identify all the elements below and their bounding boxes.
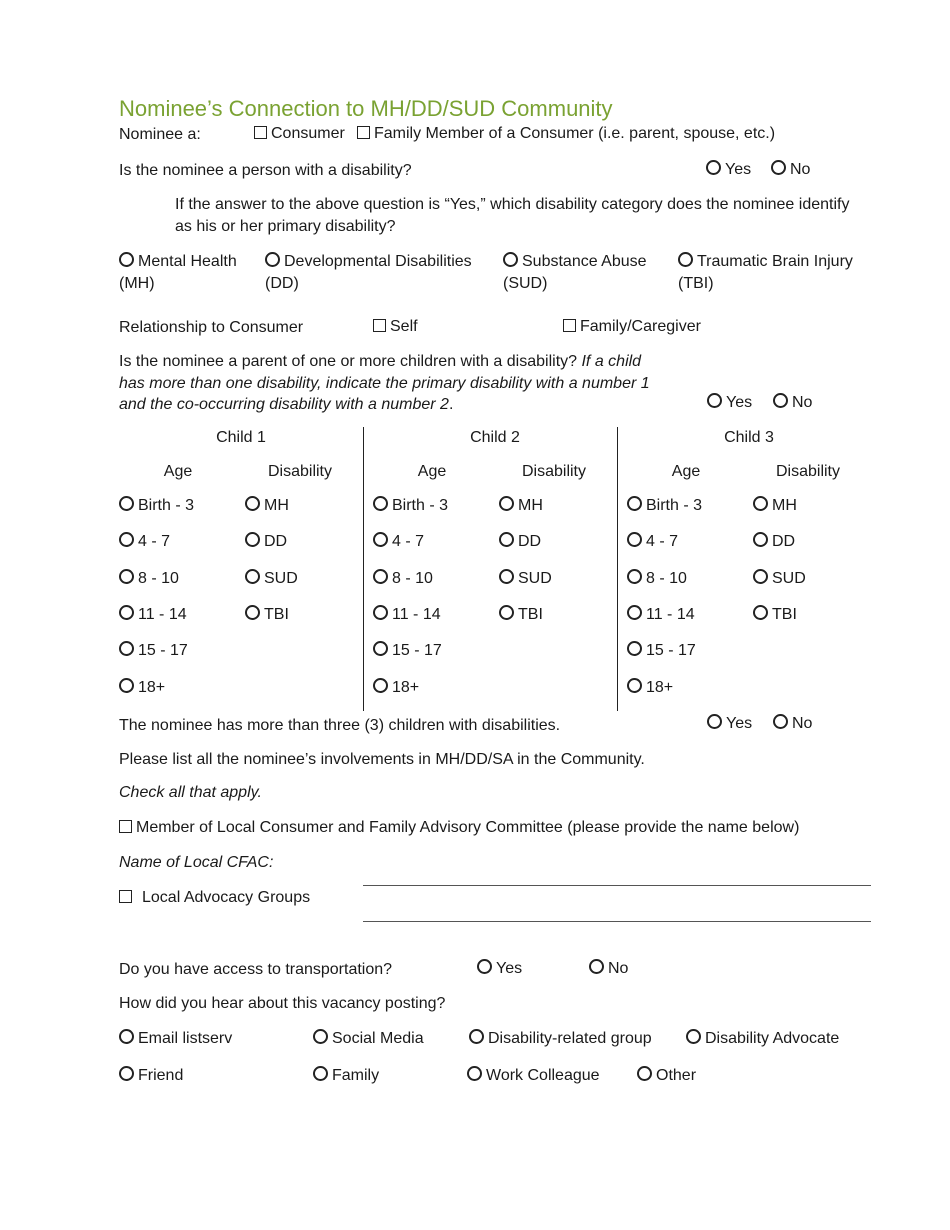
radio-icon[interactable] xyxy=(499,605,514,620)
radio-icon[interactable] xyxy=(707,393,722,408)
disability-option[interactable]: SUD xyxy=(499,568,552,590)
age-header: Age xyxy=(671,463,701,480)
relationship-self-option[interactable]: Self xyxy=(373,316,418,338)
radio-icon[interactable] xyxy=(753,496,768,511)
nominee-a-label: Nominee a: xyxy=(119,126,201,143)
advocacy-groups-input-line[interactable] xyxy=(363,921,871,922)
relationship-family-option[interactable]: Family/Caregiver xyxy=(563,316,701,338)
radio-icon[interactable] xyxy=(313,1066,328,1081)
involvement-question: Please list all the nominee’s involvements in MH/DD/SA in the Community. xyxy=(119,751,645,768)
radio-icon[interactable] xyxy=(373,678,388,693)
hear-option[interactable]: Work Colleague xyxy=(467,1065,600,1087)
radio-icon[interactable] xyxy=(373,641,388,656)
cfac-name-input-line[interactable] xyxy=(363,885,871,886)
category-question: If the answer to the above question is “Yes,” which disability category does the nominee identify as his or her primary disability? xyxy=(175,196,850,235)
radio-icon[interactable] xyxy=(313,1029,328,1044)
hear-option[interactable]: Email listserv xyxy=(119,1028,232,1050)
disability-option[interactable]: TBI xyxy=(499,604,543,626)
disability-option[interactable]: DD xyxy=(753,531,795,553)
age-option[interactable]: 15 - 17 xyxy=(373,640,442,662)
radio-icon[interactable] xyxy=(373,532,388,547)
disability-option[interactable]: MH xyxy=(499,495,543,517)
radio-icon[interactable] xyxy=(589,959,604,974)
family-caregiver-checkbox[interactable] xyxy=(563,319,576,332)
self-checkbox[interactable] xyxy=(373,319,386,332)
hear-option[interactable]: Disability Advocate xyxy=(686,1028,839,1050)
age-header: Age xyxy=(163,463,193,480)
radio-icon[interactable] xyxy=(499,569,514,584)
disability-header: Disability xyxy=(775,463,840,480)
radio-icon[interactable] xyxy=(119,678,134,693)
parent-yes-option[interactable]: Yes xyxy=(707,392,752,414)
radio-icon[interactable] xyxy=(499,532,514,547)
radio-icon[interactable] xyxy=(373,605,388,620)
family-member-checkbox[interactable] xyxy=(357,126,370,139)
parent-no-option[interactable]: No xyxy=(773,392,812,414)
more-children-question: The nominee has more than three (3) children with disabilities. xyxy=(119,717,561,734)
nominee-family-option[interactable]: Family Member of a Consumer (i.e. parent, spouse, etc.) xyxy=(357,123,775,145)
radio-icon[interactable] xyxy=(119,641,134,656)
radio-icon[interactable] xyxy=(686,1029,701,1044)
radio-icon[interactable] xyxy=(119,252,134,267)
cfac-name-label: Name of Local CFAC: xyxy=(119,854,274,871)
radio-icon[interactable] xyxy=(678,252,693,267)
radio-icon[interactable] xyxy=(773,393,788,408)
age-option[interactable]: 8 - 10 xyxy=(119,568,179,590)
cfac-member-checkbox[interactable] xyxy=(119,820,132,833)
age-option[interactable]: 15 - 17 xyxy=(627,640,696,662)
age-option[interactable]: 4 - 7 xyxy=(627,531,678,553)
radio-icon[interactable] xyxy=(637,1066,652,1081)
disability-option[interactable]: MH xyxy=(753,495,797,517)
relationship-label: Relationship to Consumer xyxy=(119,319,304,336)
radio-icon[interactable] xyxy=(245,569,260,584)
radio-icon[interactable] xyxy=(627,496,642,511)
parent-question-line3: and the co-occurring disability with a number 2. xyxy=(119,396,454,413)
radio-icon[interactable] xyxy=(627,641,642,656)
cfac-member-option[interactable]: Member of Local Consumer and Family Advisory Committee (please provide the name below) xyxy=(119,817,799,839)
parent-question-line2: has more than one disability, indicate the primary disability with a number 1 xyxy=(119,375,650,392)
radio-icon[interactable] xyxy=(119,1066,134,1081)
parent-question-line1: Is the nominee a parent of one or more children with a disability? If a child xyxy=(119,353,642,370)
disability-header: Disability xyxy=(521,463,586,480)
consumer-checkbox[interactable] xyxy=(254,126,267,139)
radio-icon[interactable] xyxy=(119,496,134,511)
category-tbi[interactable]: Traumatic Brain Injury (TBI) xyxy=(678,253,853,292)
hear-option[interactable]: Other xyxy=(637,1065,696,1087)
hear-option[interactable]: Family xyxy=(313,1065,379,1087)
radio-icon[interactable] xyxy=(773,714,788,729)
radio-icon[interactable] xyxy=(707,714,722,729)
more-children-no-option[interactable]: No xyxy=(773,713,812,735)
age-option[interactable]: 11 - 14 xyxy=(373,604,441,626)
age-option[interactable]: 11 - 14 xyxy=(627,604,695,626)
hear-option[interactable]: Social Media xyxy=(313,1028,424,1050)
nominee-consumer-option[interactable]: Consumer xyxy=(254,123,345,145)
age-option[interactable]: 4 - 7 xyxy=(373,531,424,553)
more-children-yes-option[interactable]: Yes xyxy=(707,713,752,735)
child-header: Child 2 xyxy=(470,429,520,446)
radio-icon[interactable] xyxy=(627,569,642,584)
age-option[interactable]: 11 - 14 xyxy=(119,604,187,626)
radio-icon[interactable] xyxy=(477,959,492,974)
radio-icon[interactable] xyxy=(265,252,280,267)
page-title: Nominee’s Connection to MH/DD/SUD Community xyxy=(119,96,613,121)
age-option[interactable]: Birth - 3 xyxy=(627,495,702,517)
disability-option[interactable]: SUD xyxy=(753,568,806,590)
transport-no-option[interactable]: No xyxy=(589,958,628,980)
age-option[interactable]: 8 - 10 xyxy=(627,568,687,590)
advocacy-groups-option[interactable]: Local Advocacy Groups xyxy=(119,887,310,909)
disability-no-option[interactable]: No xyxy=(771,159,810,181)
hear-option[interactable]: Friend xyxy=(119,1065,183,1087)
radio-icon[interactable] xyxy=(373,569,388,584)
radio-icon[interactable] xyxy=(706,160,721,175)
radio-icon[interactable] xyxy=(753,605,768,620)
age-option[interactable]: 15 - 17 xyxy=(119,640,188,662)
radio-icon[interactable] xyxy=(753,532,768,547)
disability-option[interactable]: TBI xyxy=(245,604,289,626)
disability-option[interactable]: SUD xyxy=(245,568,298,590)
age-option[interactable]: Birth - 3 xyxy=(119,495,194,517)
radio-icon[interactable] xyxy=(119,605,134,620)
disability-header: Disability xyxy=(267,463,332,480)
radio-icon[interactable] xyxy=(499,496,514,511)
age-option[interactable]: 18+ xyxy=(627,677,673,699)
radio-icon[interactable] xyxy=(771,160,786,175)
radio-icon[interactable] xyxy=(119,1029,134,1044)
disability-option[interactable]: DD xyxy=(245,531,287,553)
radio-icon[interactable] xyxy=(245,605,260,620)
age-option[interactable]: Birth - 3 xyxy=(373,495,448,517)
category-mh[interactable]: Mental Health (MH) xyxy=(119,253,237,292)
radio-icon[interactable] xyxy=(503,252,518,267)
radio-icon[interactable] xyxy=(119,532,134,547)
transport-yes-option[interactable]: Yes xyxy=(477,958,522,980)
category-sud[interactable]: Substance Abuse (SUD) xyxy=(503,253,647,292)
radio-icon[interactable] xyxy=(627,532,642,547)
transport-question: Do you have access to transportation? xyxy=(119,961,393,978)
radio-icon[interactable] xyxy=(627,605,642,620)
child-header: Child 3 xyxy=(724,429,774,446)
hear-option[interactable]: Disability-related group xyxy=(469,1028,652,1050)
child-column-divider xyxy=(363,427,364,711)
radio-icon[interactable] xyxy=(245,532,260,547)
radio-icon[interactable] xyxy=(753,569,768,584)
age-option[interactable]: 8 - 10 xyxy=(373,568,433,590)
disability-option[interactable]: DD xyxy=(499,531,541,553)
disability-yes-option[interactable]: Yes xyxy=(706,159,751,181)
radio-icon[interactable] xyxy=(469,1029,484,1044)
disability-option[interactable]: TBI xyxy=(753,604,797,626)
radio-icon[interactable] xyxy=(627,678,642,693)
check-all-note: Check all that apply. xyxy=(119,784,262,801)
child-column-divider xyxy=(617,427,618,711)
radio-icon[interactable] xyxy=(373,496,388,511)
age-option[interactable]: 18+ xyxy=(373,677,419,699)
age-option[interactable]: 4 - 7 xyxy=(119,531,170,553)
child-header: Child 1 xyxy=(216,429,266,446)
radio-icon[interactable] xyxy=(467,1066,482,1081)
radio-icon[interactable] xyxy=(245,496,260,511)
advocacy-groups-checkbox[interactable] xyxy=(119,890,132,903)
age-option[interactable]: 18+ xyxy=(119,677,165,699)
disability-question: Is the nominee a person with a disability? xyxy=(119,162,412,179)
category-dd[interactable]: Developmental Disabilities (DD) xyxy=(265,253,472,292)
disability-option[interactable]: MH xyxy=(245,495,289,517)
radio-icon[interactable] xyxy=(119,569,134,584)
age-header: Age xyxy=(417,463,447,480)
hear-question: How did you hear about this vacancy posting? xyxy=(119,995,446,1012)
